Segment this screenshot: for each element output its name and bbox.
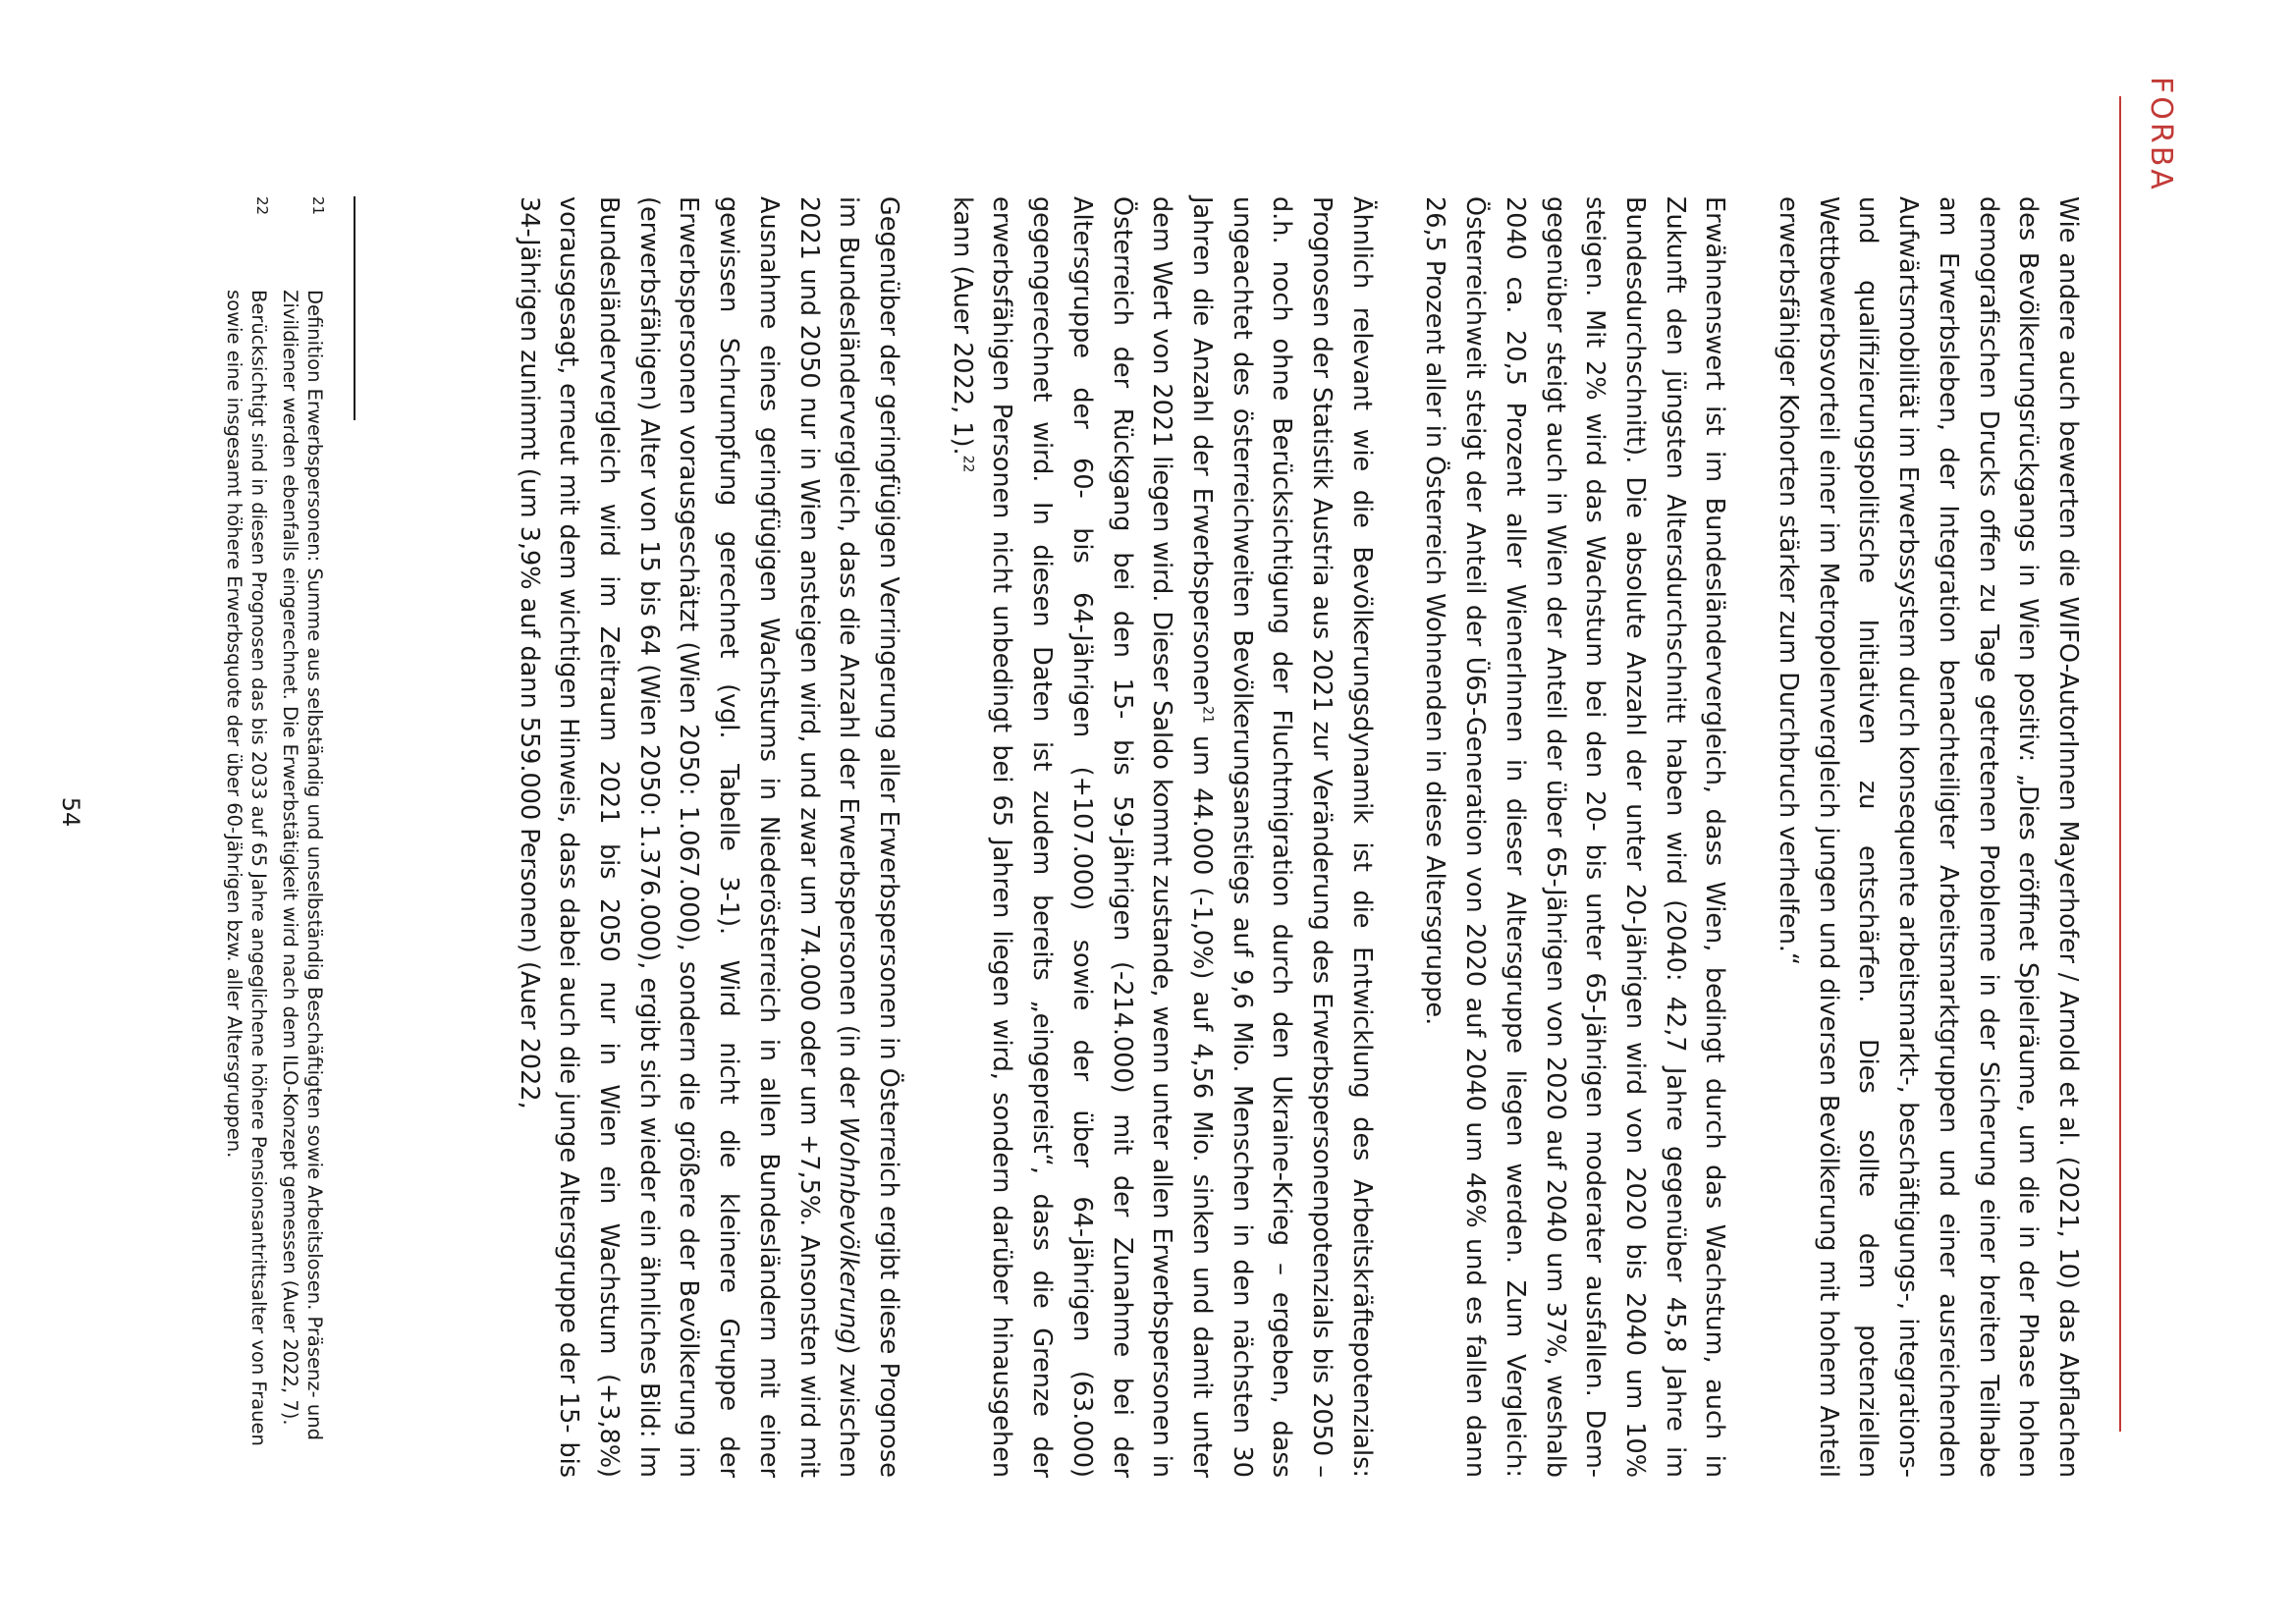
footnote-number: 22 [253, 196, 271, 216]
footnotes [214, 196, 326, 1478]
paragraph [509, 196, 908, 1478]
paragraph-text: ) zwischen 2021 und 2050 nur in Wien ansteigen wird, und zwar um 74.000 oder um +7,5%. Ansonsten wird mit Ausnahme eines geringfügigen Wachstums in Niederösterreich in allen Bundesländern mit einer gewissen Schrumpfung gerechnet (vgl. Tabelle 3-1). Wird nicht die kleinere Gruppe der Erwerbspersonen vorausgeschätzt (Wien 2050: 1.067.000), sondern die größere der Bevölkerung im (erwerbsfähigen) Alter von 15 bis 64 (Wien 2050: 1.376.000), ergibt sich wieder ein ähnliches Bild: Im Bundesländervergleich wird im Zeitraum 2021 bis 2050 nur in Wien ein Wachstum (+3,8%) vorausgesagt, erneut mit dem wichtigen Hinweis, dass dabei auch die junge Altersgruppe der 15- bis 34-Jährigen zunimmt (um 3,9% auf dann 559.000 Personen) (Auer 2022, [514, 196, 864, 1478]
footnote-text: Definition Erwerbspersonen: Summe aus selbständig und unselbständig Beschäftigten sowie Arbeitslosen. Präsenz- und Zivildiener werden ebenfalls eingerechnet. Die Erwerbstätigkeit wird nach dem ILO-Konzept gemessen (Auer 2022, 7). [279, 290, 326, 1440]
footnote [222, 196, 270, 1478]
paragraph-text: Gegenüber der geringfügigen Verringerung aller Erwerbspersonen in Österreich ergibt diese Prognose im Bundesländervergleich, dass die Anzahl der Erwerbspersonen (in der [834, 196, 904, 1478]
footnote-number: 21 [309, 196, 327, 216]
body-text [509, 196, 2088, 1478]
footnote-separator [354, 196, 355, 420]
brand-logo-text: FORBA [2144, 77, 2178, 192]
footnote-reference: 21 [1199, 706, 1216, 724]
footnote-reference: 22 [959, 455, 976, 473]
footnote-text: Berücksichtigt sind in diesen Prognosen das bis 2033 auf 65 Jahre angeglichene höhere Pensionsantrittsalter von Frauen sowie eine insgesamt höhere Erwerbsquote der über 60-Jährigen bzw. aller Altersgruppen. [223, 290, 270, 1446]
footnote [278, 196, 326, 1478]
paragraph-text: Wie andere auch bewerten die WIFO-AutorInnen Mayerhofer / Arnold et al. (2021, 10) das Abflachen des Bevölkerungsrückgangs in Wien positiv: „Dies eröffnet Spielräume, um die in der Phase hohen demografischen Drucks offen zu Tage getretenen Probleme in der Sicherung einer breiten Teilhabe am Erwerbsleben, der Integration benachteiligter Arbeitsmarktgruppen und einer ausreichenden Aufwärtsmobilität im Erwerbssystem durch konsequente arbeitsmarkt-, beschäftigungs-, integrations- und qualifizierungspolitische Initiativen zu entschärfen. Dies sollte dem potenziellen Wettbewerbsvorteil einer im Metropolenvergleich jungen und diversen Bevölkerung mit hohem Anteil erwerbsfähiger Kohorten stärker zum Durchbruch verhelfen.“ [1774, 196, 2083, 1478]
page-number: 54 [57, 796, 84, 828]
paragraph [942, 196, 1382, 1478]
paragraph [1415, 196, 1735, 1478]
emphasis-text: Wohnbevölkerung [834, 1116, 864, 1345]
paragraph [1768, 196, 2088, 1478]
header-rule [2119, 96, 2121, 1432]
paragraph-text: Ähnlich relevant wie die Bevölkerungsdynamik ist die Entwicklung des Arbeitskräftepotenzials: Prognosen der Statistik Austria aus 2021 zur Veränderung des Erwerbspersonenpotenzials bis 2050 – d.h. noch ohne Berücksichtigung der Fluchtmigration durch den Ukraine-Krieg – ergeben, dass ungeachtet des österreichweiten Bevölkerungsanstiegs auf 9,6 Mio. Menschen in den nächsten 30 Jahren die Anzahl der Erwerbspersonen [1186, 196, 1377, 1478]
paragraph-text: um 44.000 (-1,0%) auf 4,56 Mio. sinken und damit unter dem Wert von 2021 liegen wird. Dieser Saldo kommt zustande, wenn unter allen Erwerbspersonen in Österreich der Rückgang bei den 15- bis 59-Jährigen (-214.000) mit der Zunahme bei der Altersgruppe der 60- bis 64-Jährigen (+107.000) sowie der über 64-Jährigen (63.000) gegengerechnet wird. In diesen Daten ist zudem bereits „eingepreist“, dass die Grenze der erwerbsfähigen Personen nicht unbedingt bei 65 Jahren liegen wird, sondern darüber hinausgehen kann (Auer 2022, 1). [947, 196, 1217, 1478]
paragraph-text: Erwähnenswert ist im Bundesländervergleich, dass Wien, bedingt durch das Wachstum, auch in Zukunft den jüngsten Altersdurchschnitt haben wird (2040: 42,7 Jahre gegenüber 45,8 Jahre im Bundesdurchschnitt). Die absolute Anzahl der unter 20-Jährigen wird von 2020 bis 2040 um 10% steigen. Mit 2% wird das Wachstum bei den 20- bis unter 65-Jährigen moderater ausfallen. Demgegenüber steigt auch in Wien der Anteil der über 65-Jährigen von 2020 auf 2040 um 37%, weshalb 2040 ca. 20,5 Prozent aller WienerInnen in dieser Altersgruppe liegen werden. Zum Vergleich: Österreichweit steigt der Anteil der Ü65-Generation von 2020 auf 2040 um 46% und es fallen dann 26,5 Prozent aller in Österreich Wohnenden in diese Altersgruppe. [1420, 196, 1730, 1478]
